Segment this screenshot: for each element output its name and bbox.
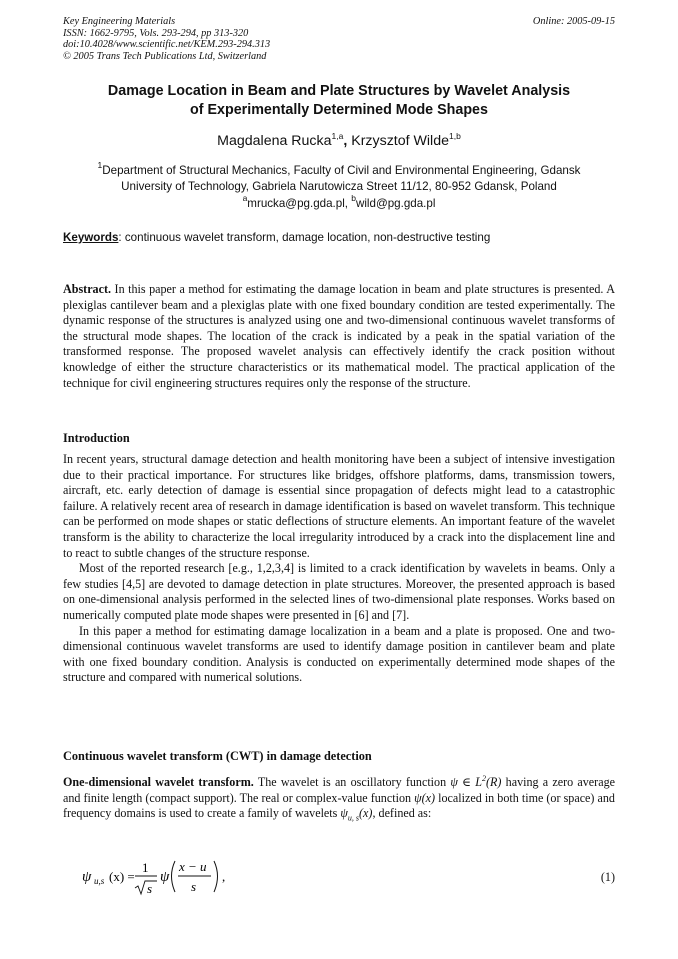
email-link[interactable]: wild@pg.gda.pl (355, 197, 436, 210)
math-sub: u, s (347, 813, 360, 823)
title-line: of Experimentally Determined Mode Shapes (190, 101, 488, 118)
eq-sqrt-arg: s (147, 881, 153, 896)
math-run: (x) (359, 806, 373, 821)
affil-mark: 1 (97, 160, 103, 170)
cwt-body (63, 771, 615, 826)
keywords-text: continuous wavelet transform, damage location, non-destructive testing (124, 231, 491, 244)
paragraph: In recent years, structural damage detection and health monitoring have been a subject of intensive investigation due to their practical importance. For structures like bridges, offshore platforms, dams, transmission towers, aircraft, etc. early detection of damage is essential since propagation of defects might lead to a catastrophic failure. A relatively recent area of research in damage identification is based on wavelet transform. This technique can be performed on mode shapes or static deflections of structure elements. An important feature of the wavelet transform is the ability to characterize the local irregularity introduced by a crack into the displacement line and to react to subtle changes of the structure response. (63, 452, 615, 560)
header-line: doi:10.4028/www.scientific.net/KEM.293-294.313 (63, 39, 271, 51)
math-run: (R) (485, 775, 502, 790)
journal-header (63, 16, 270, 62)
introduction-body (63, 452, 615, 686)
eq-left-paren (172, 861, 176, 892)
author-name: Krzysztof Wilde (351, 133, 449, 149)
eq-sub: u,s (94, 876, 105, 886)
title-line: Damage Location in Beam and Plate Structures by Wavelet Analysis (107, 83, 571, 99)
equation-svg (80, 855, 280, 899)
text-run: , defined as: (372, 806, 432, 821)
text-run: localized in both time (or space) and frequency domains is used to create a family of wavelets (63, 790, 615, 821)
abstract (63, 282, 615, 391)
section-heading: Introduction (63, 431, 130, 445)
paragraph: Most of the reported research [e.g., 1,2,3,4] is limited to a crack identification by wavelets in beams. Only a few studies [4,5] are devoted to damage detection in plate structures. Moreover, the presented approach is based on one-dimensional analysis performed in the selected lines of two-dimensional plate responses. Works based on numerically computed plate mode shapes were presented in [6] and [7]. (63, 561, 615, 622)
eq-inner-den: s (191, 879, 197, 894)
email-mark: b (351, 193, 356, 203)
eq-right-paren (214, 861, 218, 892)
math-run: ψ (340, 806, 348, 821)
equation-number: (1) (600, 870, 615, 884)
keywords: Keywords: continuous wavelet transform, damage location, non-destructive testing (63, 231, 491, 244)
online-date: Online: 2005-09-15 (532, 16, 615, 27)
keywords-label: Keywords (63, 231, 119, 244)
section-heading: Continuous wavelet transform (CWT) in damage detection (63, 749, 372, 763)
abstract-label: Abstract. (63, 282, 112, 296)
equation-1 (80, 855, 615, 899)
header-line: ISSN: 1662-9795, Vols. 293-294, pp 313-320 (63, 27, 249, 39)
author-affil-mark: 1,b (449, 131, 461, 141)
paper-title (63, 82, 615, 119)
header-line: Key Engineering Materials (63, 16, 176, 27)
math-run: ψ ∈ L (450, 775, 482, 790)
affil-line: Department of Structural Mechanics, Faculty of Civil and Environmental Engineering, Gdansk (102, 164, 581, 177)
text-run: having a zero average and finite length (compact support). The real or complex-value function (63, 775, 615, 805)
eq-num: 1 (142, 860, 149, 875)
email-mark: a (242, 193, 248, 203)
subsection-label: One-dimensional wavelet transform. (63, 775, 254, 790)
affil-line: University of Technology, Gabriela Narutowicza Street 11/12, 80-952 Gdansk, Poland (121, 180, 557, 193)
math-sup: 2 (481, 774, 486, 783)
eq-tail: , (222, 869, 226, 884)
author-name: Magdalena Rucka (217, 133, 332, 149)
eq-arg: (x) = (109, 869, 135, 884)
header-line: © 2005 Trans Tech Publications Ltd, Switzerland (63, 50, 267, 62)
eq-inner-num: x − u (179, 859, 207, 874)
author-affil-mark: 1,a (331, 131, 344, 141)
affiliation (63, 157, 615, 195)
paragraph: In this paper a method for estimating damage localization in a beam and a plate is proposed. One and two-dimensional continuous wavelet transforms are used to identify damage position in cantilever beam and plate with one fixed boundary condition. Analysis is conducted on experimentally determined mode shapes of the structure and compared with numerical solutions. (63, 623, 615, 685)
eq-psi: ψ (82, 869, 92, 885)
math-inline: ψ(x) (414, 790, 436, 805)
email-link[interactable]: mrucka@pg.gda.pl (247, 197, 345, 210)
math-inline (340, 806, 373, 823)
text-run: The wavelet is an oscillatory function (257, 775, 447, 790)
author-list: Magdalena Rucka$^{1,a}$, Krzysztof Wilde$^{1,b}$ (217, 131, 461, 149)
author-emails: $^a$mrucka@pg.gda.pl, $^b$wild@pg.gda.pl (242, 193, 436, 210)
eq-sqrt-sign (135, 881, 157, 894)
abstract-text: In this paper a method for estimating the damage location in beam and plate structures is presented. A plexiglas cantilever beam and a plexiglas plate with one fixed boundary condition are tested experimentally. The dynamic response of the structures is analyzed using one and two-dimensional continuous wavelet transforms of the structural mode shapes. The location of the crack is indicated by a peak in the spatial variation of the transformed response. The proposed wavelet analysis can effectively identify the crack position without knowledge of either the structure characteristics or its mathematical model. The practical application of the technique for civil engineering structures requires only the response of the structure. (63, 282, 615, 390)
math-inline (450, 775, 501, 789)
eq-psi2: ψ (160, 869, 170, 885)
